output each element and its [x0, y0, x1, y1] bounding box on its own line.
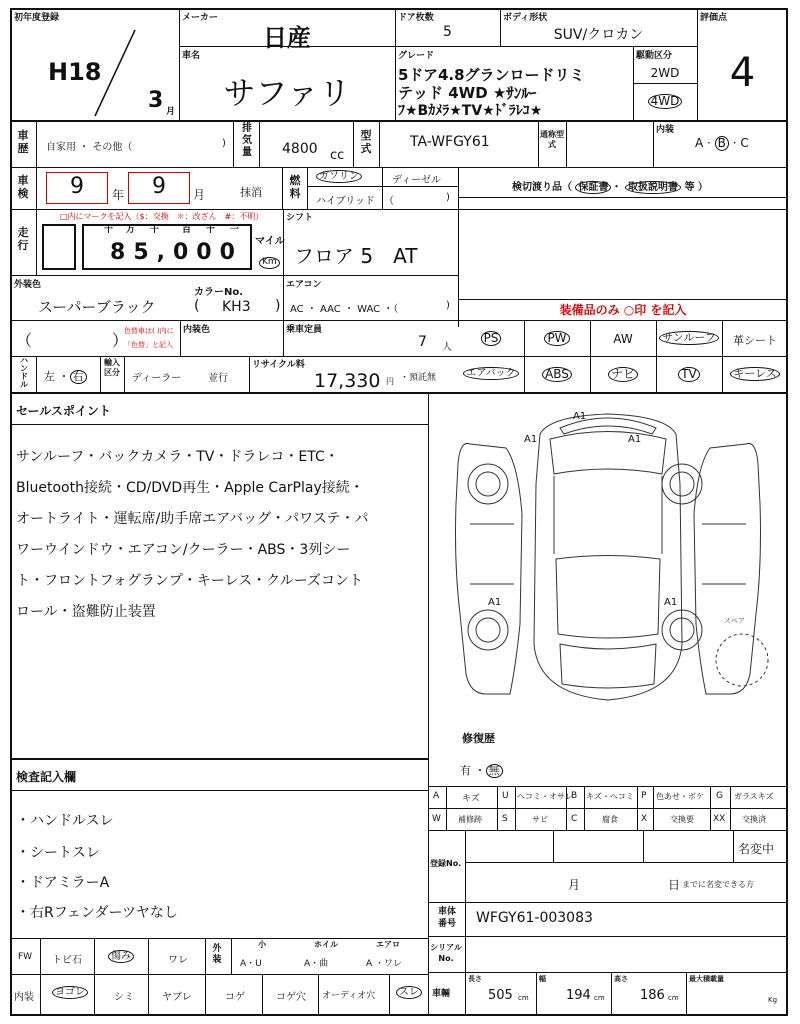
legend-code: A [433, 791, 440, 801]
repair-history-label: 修復歴 [462, 732, 495, 745]
serial-label: シリアルNo. [430, 943, 462, 963]
sales-points-line: ト・フロントフォグランプ・キーレス・クルーズコント [16, 573, 364, 589]
docs-end: 等 ） [684, 182, 708, 193]
length-unit: cm [518, 994, 529, 1002]
legend-code: XX [713, 814, 726, 824]
grid-line [148, 938, 149, 974]
grid-line [465, 862, 788, 863]
aircon-value: AC ・ AAC ・ WAC ・（ [290, 304, 399, 315]
grid-line [515, 786, 516, 830]
repair-history-options [460, 762, 503, 778]
grid-line [205, 938, 206, 974]
sales-points-line: Bluetooth接続・CD/DVD再生・Apple CarPlay接続・ [16, 480, 364, 496]
doors-value: 5 [443, 24, 452, 40]
grid-line [733, 830, 734, 862]
car-diagram [430, 394, 786, 720]
grid-line [205, 974, 206, 1016]
model-value: TA-WFGY61 [410, 134, 490, 150]
legend-desc: キズ・ヘコミ [586, 792, 634, 801]
chassis-value: WFGY61-003083 [476, 910, 593, 926]
equip-keyless [722, 367, 788, 381]
grid-line [94, 938, 95, 974]
grid-line [36, 167, 37, 209]
equip-aw: AW [613, 332, 633, 346]
equip-keyless-circle: キーレス [730, 367, 779, 381]
grid-line [428, 786, 788, 787]
drive-4wd [633, 94, 697, 109]
mileage-label: 走行 [17, 226, 29, 252]
docs-text: 検切渡り品（ [512, 182, 572, 193]
fuel-other-close: ) [446, 192, 450, 203]
history-value: 自家用 ・ その他（ [46, 142, 133, 153]
mileage-digit: 0 [219, 240, 243, 265]
grid-line [465, 830, 466, 902]
equip-sunroof-circle: サンルーフ [659, 331, 719, 345]
import-dealer: ディーラー [132, 373, 182, 384]
dimensions-label: 車輛 [432, 989, 451, 999]
grid-line [458, 197, 788, 198]
car-name-value: サファリ [223, 74, 351, 112]
mileage-digit: 0 [172, 240, 197, 265]
ext-cond-item: ワレ [168, 955, 188, 966]
displacement-value: 4800 [282, 141, 318, 157]
mileage-digit: 8 [110, 240, 134, 265]
score-value: 4 [729, 50, 756, 96]
aero-label: エアロ [376, 940, 400, 949]
interior-grade-c: C [740, 136, 749, 150]
fw-label: FW [18, 952, 33, 962]
color-change-note-2: 「色替」と記入 [124, 341, 173, 349]
month-unit: 月 [166, 107, 176, 117]
grid-line [148, 974, 149, 1016]
diagram-mark: A1 [664, 597, 678, 608]
km-label [259, 257, 280, 269]
capacity-unit: 人 [442, 342, 452, 353]
legend-desc: ガラスキズ [734, 792, 774, 801]
digit-label: 千 [150, 225, 160, 235]
grade-line: 5ドア4.8グランロードリミ [398, 66, 585, 84]
height-label: 高さ [614, 975, 628, 983]
int-cond-item: オーディオ穴 [322, 991, 376, 1001]
cancelled-label: 抹消 [240, 186, 262, 199]
spare-label: スペア [724, 617, 745, 625]
max-load-unit: Kg [768, 996, 778, 1004]
car-name-label: 車名 [182, 51, 201, 61]
grid-line [710, 786, 711, 830]
int-cond-item: コゲ [225, 992, 245, 1003]
color-change-note-1: 色替車は( )内に [124, 327, 174, 335]
drive-label: 駆動区分 [636, 51, 673, 61]
interior-cond-label: 内装 [14, 992, 34, 1003]
equip-abs-circle: ABS [542, 367, 572, 382]
equip-navi-circle: ナビ [608, 367, 638, 382]
grid-line [10, 790, 428, 791]
grid-line [458, 356, 788, 357]
grid-line [353, 120, 354, 167]
aircon-label: エアコン [286, 280, 322, 290]
name-change-label: 名変中 [738, 842, 775, 856]
sales-points-line: ワーウインドウ・エアコン/クーラー・ABS・3列シー [16, 542, 351, 558]
name-change-note: までに名変できる方 [682, 880, 754, 889]
length-value: 505 [488, 988, 513, 1003]
equip-leather: 革シート [733, 334, 777, 347]
diagram-mark: A1 [573, 411, 587, 422]
fuel-other: （ [384, 196, 394, 207]
doors-label: ドア枚数 [398, 13, 434, 23]
diagram-mark: A1 [628, 434, 642, 445]
grid-line [36, 120, 37, 167]
first-reg-month: 3 [148, 88, 164, 113]
maker-value: 日産 [263, 24, 311, 52]
handle-left: 左 [44, 370, 55, 383]
grid-line [428, 972, 788, 973]
grid-line [633, 83, 697, 84]
int-cond-item [52, 986, 88, 999]
legend-desc: 交換要 [670, 815, 694, 824]
body-type-label: ボディ形状 [503, 13, 548, 23]
grid-line [10, 167, 788, 168]
grid-line [643, 830, 644, 862]
grid-line [36, 356, 37, 392]
ext-cond-item: トビ石 [52, 955, 82, 966]
import-parallel: 並行 [208, 373, 228, 384]
inspect-note-line: ・ハンドルスレ [16, 813, 114, 829]
grid-line [10, 758, 428, 760]
color-no-label: カラーNo. [194, 287, 244, 298]
equip-airbag [458, 367, 524, 380]
grid-line [653, 120, 654, 167]
legend-code: B [571, 791, 578, 801]
grid-line [566, 120, 567, 167]
ext-cond-item [108, 950, 134, 963]
exterior-color-label: 外装色 [14, 280, 42, 290]
length-label: 長さ [468, 975, 482, 983]
equip-navi [590, 367, 656, 382]
mileage-digits [110, 240, 243, 265]
grid-line [307, 167, 308, 209]
equip-tv [656, 367, 722, 382]
grid-line [283, 320, 284, 356]
equip-ps-circle: PS [481, 331, 502, 346]
wheel-label: ホイル [314, 940, 338, 949]
grid-line [428, 392, 429, 1016]
grid-line [538, 120, 539, 167]
interior-grades: A · B · C [695, 136, 749, 150]
color-no-paren-close: ) [275, 298, 281, 314]
mileage-digit: , [156, 240, 173, 265]
max-load-label: 最大積載量 [689, 975, 724, 983]
legend-code: U [502, 791, 509, 801]
grid-line [653, 786, 654, 830]
grid-line [686, 972, 687, 1016]
legend-code: G [716, 791, 723, 801]
height-value: 186 [640, 988, 665, 1003]
history-close: ) [222, 138, 226, 149]
digit-label: 百 [182, 225, 192, 235]
inspection-label: 車検 [17, 174, 29, 200]
fuel-selected-circle: ガソリン [316, 170, 362, 183]
legend-desc: サビ [532, 815, 548, 824]
grid-line [458, 299, 788, 300]
digit-label: 万 [126, 225, 136, 235]
handle-options: 左 ・ 右 [44, 368, 87, 384]
grid-line [465, 902, 466, 936]
mileage-note: □内にマークを記入（$：交換 ＊：改ざん #：不明） [60, 212, 264, 221]
aircon-close: ) [446, 300, 450, 311]
grid-line [10, 938, 428, 939]
width-unit: cm [594, 994, 605, 1002]
legend-desc: ヘコミ・オサレ [517, 792, 573, 801]
grid-line [124, 356, 125, 392]
slash-divider [90, 28, 140, 118]
width-value: 194 [566, 988, 591, 1003]
grid-line [40, 938, 41, 1016]
legend-code: P [641, 791, 647, 801]
grid-line [282, 167, 283, 209]
grid-line [10, 209, 788, 210]
recycle-deposit: ・預託無 [400, 373, 437, 383]
fuel-label: 燃料 [289, 174, 301, 200]
small-opts: A・U [240, 959, 262, 969]
fuel-hybrid: ハイブリッド [316, 196, 375, 207]
grid-line [262, 974, 263, 1016]
drive-2wd: 2WD [650, 66, 680, 80]
ext-label: 外装 [212, 944, 222, 965]
color-change-paren: （ ） [16, 331, 129, 350]
recycle-value: 17,330 [314, 370, 381, 392]
digit-label: 十 [104, 225, 114, 235]
grid-line [36, 209, 37, 275]
legend-desc: 腐食 [602, 815, 618, 824]
name-change-day: 日 [668, 878, 681, 892]
legend-code: X [641, 814, 648, 824]
month-unit-2: 月 [193, 188, 206, 202]
int-cond-item: コゲ穴 [276, 992, 306, 1003]
capacity-value: 7 [418, 334, 427, 350]
exterior-color-value: スーパーブラック [38, 298, 156, 316]
aero-opts: A ・ワレ [366, 959, 403, 969]
shift-value: フロア 5 AT [294, 244, 418, 268]
drive-selected-circle: 4WD [648, 94, 683, 109]
grid-line [428, 808, 788, 809]
wheel-opts: A・曲 [304, 959, 329, 969]
grid-line [458, 320, 788, 321]
import-label: 輸入区分 [104, 358, 120, 377]
fuel-gasoline [316, 170, 362, 183]
diagram-mark: A1 [524, 434, 538, 445]
int-cond-item: シミ [114, 992, 134, 1003]
handle-label: ハンドル [20, 356, 28, 389]
grid-line [379, 120, 380, 167]
grade-line: テッド 4WD ★ｻﾝﾙｰ [398, 84, 537, 102]
sales-points-line: オートライト・運転席/助手席エアバッグ・パワステ・パ [16, 511, 369, 527]
first-reg-label: 初年度登録 [14, 13, 60, 23]
inspection-month-value: 9 [152, 174, 166, 199]
grid-line [722, 320, 723, 392]
grid-line [249, 356, 250, 392]
docs-manual: 取扱説明書 [625, 181, 681, 194]
grid-line [584, 786, 585, 830]
shift-label: シフト [286, 213, 314, 223]
reg-no-label: 登録No. [430, 859, 462, 868]
common-model-label: 通称型式 [540, 130, 564, 149]
grid-line [730, 786, 731, 830]
small-label: 小 [258, 940, 266, 949]
grid-line [637, 786, 638, 830]
interior-grade-b: B [715, 136, 729, 151]
inspect-notes-title: 検査記入欄 [16, 770, 77, 784]
grid-line [465, 936, 466, 1016]
grid-line [259, 120, 260, 167]
interior-label: 内装 [656, 125, 675, 135]
equip-pw [524, 331, 590, 346]
sales-points-line: ロール・盗難防止装置 [16, 604, 156, 620]
mileage-digit: 0 [196, 240, 220, 265]
grid-line [10, 275, 458, 276]
chassis-label: 車体番号 [437, 907, 456, 929]
maker-label: メーカー [182, 13, 218, 23]
int-cond-item [396, 986, 422, 999]
displacement-unit: cc [330, 148, 345, 163]
docs-label: 検切渡り品（ 保証書 ・ 取扱説明書 等 ） [512, 182, 708, 193]
equip-pw-circle: PW [544, 331, 569, 346]
fuel-diesel: ディーゼル [392, 175, 441, 186]
docs-warranty: 保証書 [575, 181, 611, 194]
interior-color-label: 内装色 [183, 325, 211, 335]
mileage-big-box [42, 224, 76, 270]
grid-line [231, 938, 232, 974]
equip-abs [524, 367, 590, 382]
grid-line [428, 902, 788, 903]
grid-line [553, 830, 554, 862]
color-no-paren: ( [194, 298, 200, 314]
equip-sunroof [656, 331, 722, 345]
recycle-yen: 円 [386, 377, 394, 386]
int-cond-selected: スレ [396, 986, 422, 999]
grid-line [10, 974, 428, 975]
capacity-label: 乗車定員 [286, 325, 323, 335]
grid-line [428, 936, 788, 937]
equip-ps [458, 331, 524, 346]
inspect-note-line: ・ドアミラーA [16, 875, 110, 891]
inspect-note-line: ・右Rフェンダーツヤなし [16, 905, 178, 921]
color-no-value: KH3 [222, 299, 251, 315]
int-cond-item: ヤブレ [162, 992, 192, 1003]
model-label: 型式 [360, 129, 372, 155]
legend-code: C [571, 814, 578, 824]
grade-line: ﾌ★Bｶﾒﾗ★TV★ﾄﾞﾗﾚｺ★ [398, 103, 543, 119]
diagram-mark: A1 [488, 597, 502, 608]
grid-line [318, 974, 319, 1016]
grid-line [283, 275, 284, 320]
grid-line [180, 320, 181, 356]
grid-line [94, 974, 95, 1016]
equip-tv-circle: TV [678, 367, 700, 382]
height-unit: cm [668, 994, 679, 1002]
body-type-value: SUV/クロカン [553, 27, 644, 43]
grid-line [389, 974, 390, 1016]
digit-label: 十 [206, 225, 216, 235]
grid-line [10, 356, 458, 357]
legend-desc: 交換済 [742, 815, 766, 824]
recycle-label: リサイクル料 [252, 360, 305, 370]
legend-desc: 補修跡 [458, 815, 482, 824]
digit-label: 一 [230, 225, 240, 235]
grid-line [428, 830, 788, 831]
grid-line [382, 167, 383, 209]
name-change-month: 月 [568, 878, 581, 892]
equip-header: 装備品のみ ○印 を記入 [559, 303, 687, 317]
handle-right-selected: 右 [70, 370, 87, 384]
km-selected: Km [259, 257, 280, 269]
legend-code: S [502, 814, 508, 824]
ext-cond-selected: 傷み [108, 950, 134, 963]
score-label: 評価点 [700, 13, 728, 23]
legend-desc: キズ [462, 794, 480, 804]
mileage-digit: 5 [133, 240, 157, 265]
history-label: 車歴 [17, 129, 29, 155]
repair-yes: 有 ・ [460, 764, 486, 777]
grid-line [497, 786, 498, 830]
grid-line [611, 972, 612, 1016]
interior-grade-a: A [695, 136, 704, 150]
sales-points-line: サンルーフ・バックカメラ・TV・ドラレコ・ETC・ [16, 449, 339, 465]
grid-line [10, 424, 428, 425]
inspection-year-value: 9 [70, 174, 84, 199]
width-label: 幅 [539, 975, 546, 983]
first-reg-year: H18 [48, 58, 102, 86]
legend-desc: 色あせ・ボケ [656, 792, 704, 801]
grid-line [446, 786, 447, 830]
int-cond-selected: ヨゴレ [52, 986, 88, 999]
year-unit: 年 [112, 188, 125, 202]
grid-line [10, 320, 458, 321]
grade-label: グレード [398, 51, 435, 61]
displacement-label: 排気量 [242, 123, 252, 158]
grid-line [536, 972, 537, 1016]
repair-no-selected: 無 [486, 764, 503, 778]
equip-airbag-circle: エアバック [463, 367, 518, 380]
inspect-note-line: ・シートスレ [16, 845, 100, 861]
mile-label: マイル [255, 236, 285, 247]
grid-line [233, 120, 234, 167]
legend-code: W [432, 814, 441, 824]
sales-points-title: セールスポイント [16, 404, 111, 418]
